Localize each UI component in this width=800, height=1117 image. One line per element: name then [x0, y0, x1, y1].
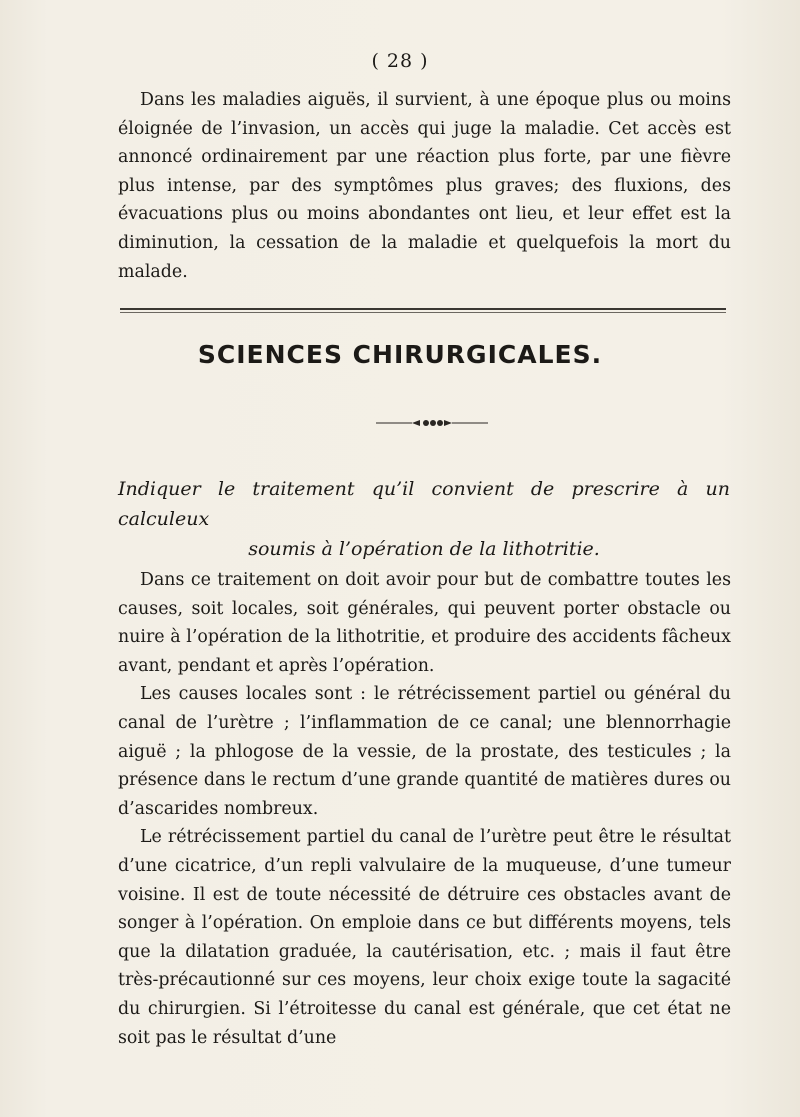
- body-paragraph: Les causes locales sont : le rétrécissement partiel ou général du canal de l’urètre ; l’inflammation de ce canal; une blennorrhagie aiguë ; la phlogose de la vessie, de la prostate, des testicules ; la présence dans le rectum d’une grande quantité de matières dures ou d’ascarides nombreux.: [118, 684, 731, 819]
- section-divider-rule: [120, 308, 726, 310]
- page-number: ( 28 ): [371, 50, 429, 72]
- exam-question: [118, 474, 730, 564]
- body-paragraph: Le rétrécissement partiel du canal de l’urètre peut être le résultat d’une cicatrice, d’un repli valvulaire de la muqueuse, d’une tumeur voisine. Il est de toute nécessité de détruire ces obstacles avant de songer à l’opération. On emploie dans ce but différents moyens, tels que la dilatation graduée, la cautérisation, etc. ; mais il faut être très-précautionné sur ces moyens, leur choix exige toute la sagacité du chirurgien. Si l’étroitesse du canal est générale, que cet état ne soit pas le résultat d’une: [118, 827, 731, 1048]
- body-paragraph: Dans ce traitement on doit avoir pour but de combattre toutes les causes, soit locales, soit générales, qui peuvent porter obstacle ou nuire à l’opération de la lithotritie, et produire des accidents fâcheux avant, pendant et après l’opération.: [118, 570, 731, 676]
- intro-section: [118, 86, 731, 286]
- intro-paragraph: Dans les maladies aiguës, il survient, à une époque plus ou moins éloignée de l’invasion, un accès qui juge la maladie. Cet accès est annoncé ordinairement par une réaction plus forte, par une fièvre plus intense, par des symptômes plus graves; des fluxions, des évacuations plus ou moins abondantes ont lieu, et leur effet est la diminution, la cessation de la maladie et quelquefois la mort du malade.: [118, 90, 731, 282]
- question-line-2: soumis à l’opération de la lithotritie.: [248, 538, 600, 560]
- question-line-1: Indiquer le traitement qu’il convient de prescrire à un calculeux: [118, 478, 730, 530]
- answer-body: [118, 566, 731, 1052]
- section-title: SCIENCES CHIRURGICALES.: [197, 340, 603, 369]
- ornament-divider: [376, 418, 488, 428]
